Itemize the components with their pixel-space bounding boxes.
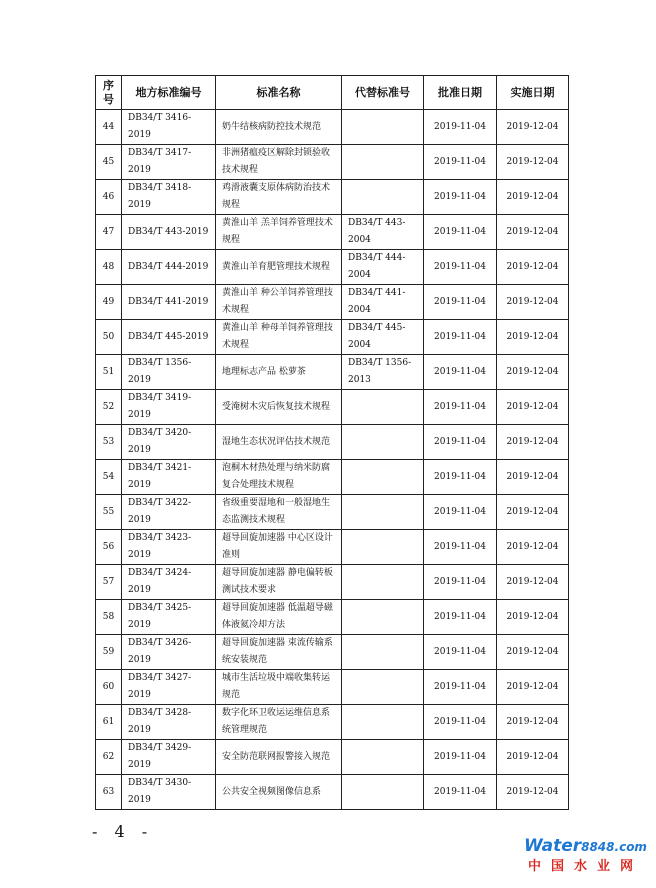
table-row bbox=[96, 775, 569, 810]
approval-date-cell: 2019-11-04 bbox=[424, 425, 497, 460]
standard-name-cell: 泡桐木材热处理与纳米防腐复合处理技术规程 bbox=[216, 460, 342, 495]
serial-no-cell: 62 bbox=[96, 740, 122, 775]
serial-no-cell: 47 bbox=[96, 215, 122, 250]
standard-code-cell: DB34/T 3424-2019 bbox=[122, 565, 216, 600]
replaced-standard-cell bbox=[342, 635, 424, 670]
approval-date-cell: 2019-11-04 bbox=[424, 600, 497, 635]
implementation-date-cell: 2019-12-04 bbox=[497, 425, 569, 460]
standard-name-cell: 省级重要湿地和一般湿地生态监测技术规程 bbox=[216, 495, 342, 530]
serial-no-cell: 45 bbox=[96, 145, 122, 180]
header-replaced-standard: 代替标准号 bbox=[342, 76, 424, 110]
standard-code-cell: DB34/T 3416-2019 bbox=[122, 110, 216, 145]
implementation-date-cell: 2019-12-04 bbox=[497, 250, 569, 285]
header-serial-no: 序号 bbox=[96, 76, 122, 110]
replaced-standard-cell bbox=[342, 775, 424, 810]
replaced-standard-cell bbox=[342, 530, 424, 565]
table-row bbox=[96, 670, 569, 705]
serial-no-cell: 56 bbox=[96, 530, 122, 565]
table-row bbox=[96, 285, 569, 320]
serial-no-cell: 52 bbox=[96, 390, 122, 425]
serial-no-cell: 61 bbox=[96, 705, 122, 740]
standard-code-cell: DB34/T 3430-2019 bbox=[122, 775, 216, 810]
implementation-date-cell: 2019-12-04 bbox=[497, 705, 569, 740]
standard-name-cell: 受淹树木灾后恢复技术规程 bbox=[216, 390, 342, 425]
replaced-standard-cell: DB34/T 443-2004 bbox=[342, 215, 424, 250]
header-approval-date: 批准日期 bbox=[424, 76, 497, 110]
implementation-date-cell: 2019-12-04 bbox=[497, 215, 569, 250]
logo-chinese-name: 中国水业网 bbox=[528, 859, 644, 874]
replaced-standard-cell: DB34/T 441-2004 bbox=[342, 285, 424, 320]
standard-name-cell: 鸡滑液囊支原体病防治技术规程 bbox=[216, 180, 342, 215]
serial-no-cell: 44 bbox=[96, 110, 122, 145]
standard-name-cell: 公共安全视频图像信息系 bbox=[216, 775, 342, 810]
header-standard-name: 标准名称 bbox=[216, 76, 342, 110]
table-row bbox=[96, 110, 569, 145]
serial-no-cell: 48 bbox=[96, 250, 122, 285]
implementation-date-cell: 2019-12-04 bbox=[497, 670, 569, 705]
standard-code-cell: DB34/T 3422-2019 bbox=[122, 495, 216, 530]
standard-code-cell: DB34/T 444-2019 bbox=[122, 250, 216, 285]
table-row bbox=[96, 320, 569, 355]
approval-date-cell: 2019-11-04 bbox=[424, 740, 497, 775]
standard-code-cell: DB34/T 1356-2019 bbox=[122, 355, 216, 390]
approval-date-cell: 2019-11-04 bbox=[424, 285, 497, 320]
implementation-date-cell: 2019-12-04 bbox=[497, 180, 569, 215]
standard-code-cell: DB34/T 3417-2019 bbox=[122, 145, 216, 180]
serial-no-cell: 50 bbox=[96, 320, 122, 355]
standard-name-cell: 黄淮山羊 种公羊饲养管理技术规程 bbox=[216, 285, 342, 320]
standard-name-cell: 奶牛结核病防控技术规范 bbox=[216, 110, 342, 145]
serial-no-cell: 60 bbox=[96, 670, 122, 705]
approval-date-cell: 2019-11-04 bbox=[424, 390, 497, 425]
table-row bbox=[96, 390, 569, 425]
table-row bbox=[96, 250, 569, 285]
table-row bbox=[96, 145, 569, 180]
standard-name-cell: 非洲猪瘟疫区解除封锁验收技术规程 bbox=[216, 145, 342, 180]
replaced-standard-cell bbox=[342, 600, 424, 635]
implementation-date-cell: 2019-12-04 bbox=[497, 390, 569, 425]
approval-date-cell: 2019-11-04 bbox=[424, 670, 497, 705]
logo-wordmark bbox=[524, 836, 646, 857]
approval-date-cell: 2019-11-04 bbox=[424, 215, 497, 250]
approval-date-cell: 2019-11-04 bbox=[424, 635, 497, 670]
replaced-standard-cell bbox=[342, 460, 424, 495]
approval-date-cell: 2019-11-04 bbox=[424, 565, 497, 600]
standard-name-cell: 超导回旋加速器 中心区设计准则 bbox=[216, 530, 342, 565]
standard-name-cell: 超导回旋加速器 静电偏转板测试技术要求 bbox=[216, 565, 342, 600]
table-row bbox=[96, 180, 569, 215]
approval-date-cell: 2019-11-04 bbox=[424, 775, 497, 810]
replaced-standard-cell bbox=[342, 110, 424, 145]
table-row bbox=[96, 215, 569, 250]
serial-no-cell: 54 bbox=[96, 460, 122, 495]
serial-no-cell: 53 bbox=[96, 425, 122, 460]
implementation-date-cell: 2019-12-04 bbox=[497, 530, 569, 565]
serial-no-cell: 59 bbox=[96, 635, 122, 670]
serial-no-cell: 58 bbox=[96, 600, 122, 635]
serial-no-cell: 51 bbox=[96, 355, 122, 390]
page-number: - 4 - bbox=[92, 822, 154, 841]
implementation-date-cell: 2019-12-04 bbox=[497, 355, 569, 390]
table-row bbox=[96, 460, 569, 495]
standard-name-cell: 数字化环卫收运运维信息系统管理规范 bbox=[216, 705, 342, 740]
header-implementation-date: 实施日期 bbox=[497, 76, 569, 110]
standard-code-cell: DB34/T 3427-2019 bbox=[122, 670, 216, 705]
standard-code-cell: DB34/T 3429-2019 bbox=[122, 740, 216, 775]
standard-name-cell: 黄淮山羊 种母羊饲养管理技术规程 bbox=[216, 320, 342, 355]
approval-date-cell: 2019-11-04 bbox=[424, 180, 497, 215]
standard-name-cell: 城市生活垃圾中端收集转运规范 bbox=[216, 670, 342, 705]
implementation-date-cell: 2019-12-04 bbox=[497, 320, 569, 355]
standard-code-cell: DB34/T 3428-2019 bbox=[122, 705, 216, 740]
serial-no-cell: 49 bbox=[96, 285, 122, 320]
implementation-date-cell: 2019-12-04 bbox=[497, 740, 569, 775]
approval-date-cell: 2019-11-04 bbox=[424, 355, 497, 390]
header-standard-code: 地方标准编号 bbox=[122, 76, 216, 110]
table-row bbox=[96, 635, 569, 670]
standard-code-cell: DB34/T 3425-2019 bbox=[122, 600, 216, 635]
replaced-standard-cell bbox=[342, 565, 424, 600]
standard-code-cell: DB34/T 443-2019 bbox=[122, 215, 216, 250]
replaced-standard-cell bbox=[342, 390, 424, 425]
standard-name-cell: 地理标志产品 松萝茶 bbox=[216, 355, 342, 390]
table-row bbox=[96, 705, 569, 740]
logo-number: 8848 bbox=[581, 840, 615, 854]
standard-code-cell: DB34/T 3419-2019 bbox=[122, 390, 216, 425]
replaced-standard-cell bbox=[342, 740, 424, 775]
approval-date-cell: 2019-11-04 bbox=[424, 145, 497, 180]
replaced-standard-cell bbox=[342, 180, 424, 215]
implementation-date-cell: 2019-12-04 bbox=[497, 775, 569, 810]
replaced-standard-cell bbox=[342, 705, 424, 740]
standard-code-cell: DB34/T 3426-2019 bbox=[122, 635, 216, 670]
standard-name-cell: 超导回旋加速器 低温超导磁体液氦冷却方法 bbox=[216, 600, 342, 635]
implementation-date-cell: 2019-12-04 bbox=[497, 460, 569, 495]
table-row bbox=[96, 495, 569, 530]
watermark-logo bbox=[524, 836, 646, 882]
replaced-standard-cell: DB34/T 445-2004 bbox=[342, 320, 424, 355]
approval-date-cell: 2019-11-04 bbox=[424, 250, 497, 285]
logo-suffix: .com bbox=[614, 840, 647, 854]
standards-table bbox=[95, 75, 569, 810]
approval-date-cell: 2019-11-04 bbox=[424, 320, 497, 355]
approval-date-cell: 2019-11-04 bbox=[424, 530, 497, 565]
serial-no-cell: 63 bbox=[96, 775, 122, 810]
standard-code-cell: DB34/T 3420-2019 bbox=[122, 425, 216, 460]
standard-name-cell: 超导回旋加速器 束流传输系统安装规范 bbox=[216, 635, 342, 670]
replaced-standard-cell bbox=[342, 145, 424, 180]
serial-no-cell: 55 bbox=[96, 495, 122, 530]
replaced-standard-cell: DB34/T 1356-2013 bbox=[342, 355, 424, 390]
standard-code-cell: DB34/T 3421-2019 bbox=[122, 460, 216, 495]
standard-name-cell: 安全防范联网报警接入规范 bbox=[216, 740, 342, 775]
replaced-standard-cell bbox=[342, 425, 424, 460]
table-row bbox=[96, 565, 569, 600]
implementation-date-cell: 2019-12-04 bbox=[497, 495, 569, 530]
replaced-standard-cell bbox=[342, 670, 424, 705]
table-row bbox=[96, 425, 569, 460]
serial-no-cell: 57 bbox=[96, 565, 122, 600]
implementation-date-cell: 2019-12-04 bbox=[497, 285, 569, 320]
standard-code-cell: DB34/T 445-2019 bbox=[122, 320, 216, 355]
standard-name-cell: 黄淮山羊育肥管理技术规程 bbox=[216, 250, 342, 285]
approval-date-cell: 2019-11-04 bbox=[424, 460, 497, 495]
approval-date-cell: 2019-11-04 bbox=[424, 705, 497, 740]
table-row bbox=[96, 530, 569, 565]
standard-code-cell: DB34/T 441-2019 bbox=[122, 285, 216, 320]
table-row bbox=[96, 600, 569, 635]
standard-name-cell: 湿地生态状况评估技术规范 bbox=[216, 425, 342, 460]
standard-code-cell: DB34/T 3418-2019 bbox=[122, 180, 216, 215]
approval-date-cell: 2019-11-04 bbox=[424, 495, 497, 530]
implementation-date-cell: 2019-12-04 bbox=[497, 145, 569, 180]
implementation-date-cell: 2019-12-04 bbox=[497, 110, 569, 145]
approval-date-cell: 2019-11-04 bbox=[424, 110, 497, 145]
serial-no-cell: 46 bbox=[96, 180, 122, 215]
table-header-row bbox=[96, 76, 569, 110]
replaced-standard-cell bbox=[342, 495, 424, 530]
table-row bbox=[96, 355, 569, 390]
replaced-standard-cell: DB34/T 444-2004 bbox=[342, 250, 424, 285]
table-row bbox=[96, 740, 569, 775]
logo-word: Water bbox=[524, 836, 582, 856]
implementation-date-cell: 2019-12-04 bbox=[497, 600, 569, 635]
standard-code-cell: DB34/T 3423-2019 bbox=[122, 530, 216, 565]
implementation-date-cell: 2019-12-04 bbox=[497, 635, 569, 670]
standard-name-cell: 黄淮山羊 羔羊饲养管理技术规程 bbox=[216, 215, 342, 250]
implementation-date-cell: 2019-12-04 bbox=[497, 565, 569, 600]
